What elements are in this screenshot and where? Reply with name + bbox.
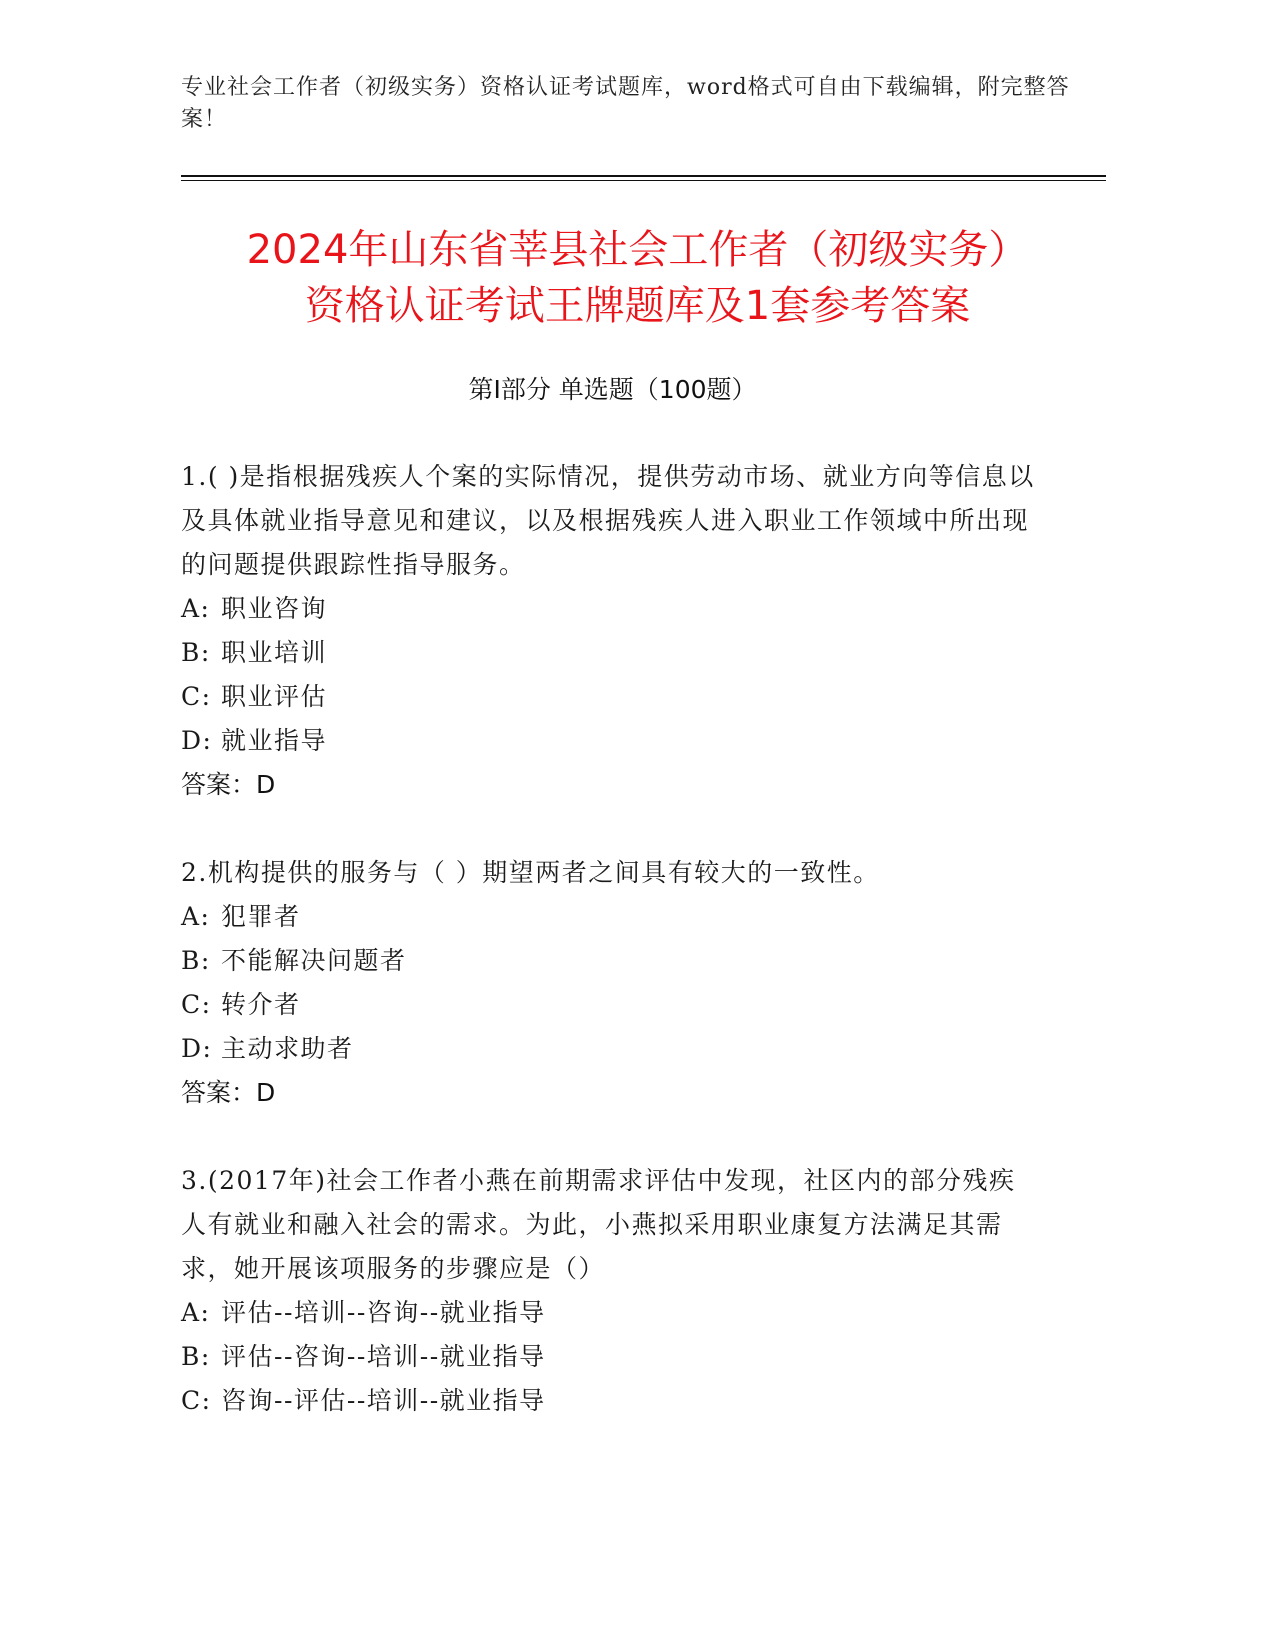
option-c [181,983,1041,1027]
option-letter: B: [181,1342,211,1371]
option-text: 犯罪者 [221,902,301,931]
option-d [181,719,1041,763]
option-letter: C: [181,990,212,1019]
option-letter: D: [181,1034,213,1063]
option-a [181,895,1041,939]
option-letter: C: [181,682,212,711]
option-a [181,1291,1041,1335]
question-stem: 2.机构提供的服务与（ ）期望两者之间具有较大的一致性。 [181,858,880,887]
option-text: 咨询--评估--培训--就业指导 [221,1386,546,1415]
header-note: 专业社会工作者（初级实务）资格认证考试题库，word格式可自由下载编辑，附完整答案！ [181,75,1070,132]
question-3 [181,1159,1041,1423]
question-list [181,455,1041,1467]
option-text: 职业评估 [221,682,328,711]
option-b [181,1335,1041,1379]
document-title [120,222,1155,334]
option-text: 职业培训 [221,638,328,667]
option-b [181,939,1041,983]
option-text: 不能解决问题者 [221,946,407,975]
question-2 [181,851,1041,1115]
header-divider-thick [181,175,1106,177]
option-letter: A: [181,902,211,931]
question-stem: 1.( )是指根据残疾人个案的实际情况，提供劳动市场、就业方向等信息以及具体就业指导意见和建议，以及根据残疾人进入职业工作领域中所出现的问题提供跟踪性指导服务。 [181,462,1035,579]
option-text: 职业咨询 [221,594,328,623]
option-text: 评估--培训--咨询--就业指导 [221,1298,546,1327]
answer-line: 答案：D [181,770,276,799]
option-letter: B: [181,638,211,667]
option-text: 转介者 [221,990,301,1019]
option-letter: B: [181,946,211,975]
option-text: 就业指导 [221,726,328,755]
option-letter: A: [181,1298,211,1327]
question-1 [181,455,1041,807]
option-d [181,1027,1041,1071]
option-letter: A: [181,594,211,623]
option-letter: C: [181,1386,212,1415]
option-a [181,587,1041,631]
option-c [181,1379,1041,1423]
option-text: 评估--咨询--培训--就业指导 [221,1342,546,1371]
option-c [181,675,1041,719]
title-line-2: 资格认证考试王牌题库及1套参考答案 [304,283,971,329]
option-text: 主动求助者 [221,1034,354,1063]
option-b [181,631,1041,675]
answer-line: 答案：D [181,1078,276,1107]
option-letter: D: [181,726,213,755]
title-line-1: 2024年山东省莘县社会工作者（初级实务） [246,227,1029,273]
header-divider-thin [181,180,1106,181]
question-stem: 3.(2017年)社会工作者小燕在前期需求评估中发现，社区内的部分残疾人有就业和融入社会的需求。为此，小燕拟采用职业康复方法满足其需求，她开展该项服务的步骤应是（） [181,1166,1016,1283]
section-heading: 第Ⅰ部分 单选题（100题） [468,375,757,404]
